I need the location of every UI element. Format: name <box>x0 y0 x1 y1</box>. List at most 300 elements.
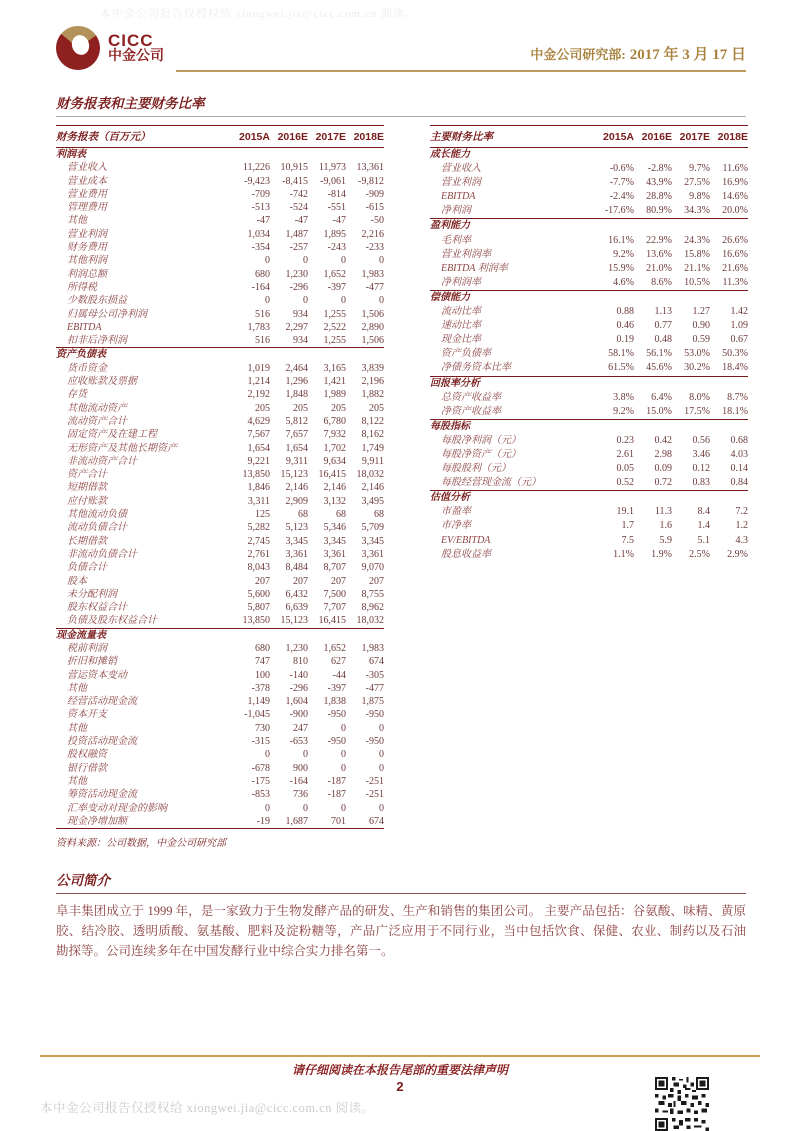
cell-value: 2,909 <box>285 495 308 507</box>
cell-value: 16.9% <box>722 177 748 189</box>
cell-value: 6,780 <box>323 415 346 427</box>
table-row <box>56 655 384 668</box>
table-row <box>56 575 384 588</box>
table-row <box>56 388 384 401</box>
row-label: 未分配利润 <box>67 588 117 600</box>
cell-value: 14.6% <box>722 191 748 203</box>
row-label: 营业利润率 <box>440 248 491 260</box>
cell-value: -950 <box>365 709 384 721</box>
row-label: 所得税 <box>67 281 97 293</box>
row-label: 每股股利（元） <box>440 463 511 475</box>
cell-value: 627 <box>330 656 346 668</box>
row-label: 其他 <box>67 682 87 694</box>
table-row <box>56 735 384 748</box>
cell-value: 0.88 <box>616 306 634 318</box>
cell-value: 5.9 <box>659 534 672 546</box>
section-row <box>430 419 748 434</box>
row-label: 应付账款 <box>67 495 107 507</box>
cell-value: 674 <box>368 656 384 668</box>
cell-value: 736 <box>292 789 308 801</box>
cell-value: 61.5% <box>596 361 634 376</box>
cell-value: 18,032 <box>346 614 384 628</box>
cell-value: 1,421 <box>323 376 346 388</box>
cell-value: 1,296 <box>285 376 308 388</box>
cell-value: -814 <box>327 188 346 200</box>
table-row <box>56 241 384 254</box>
cell-value: -175 <box>251 775 270 787</box>
cell-value: -909 <box>365 188 384 200</box>
cell-value: -1,045 <box>244 709 270 721</box>
cell-value: 5.1 <box>697 534 710 546</box>
cell-value: -47 <box>332 215 346 227</box>
cell-value: -378 <box>251 682 270 694</box>
column-header: 2015A <box>596 126 634 148</box>
row-label: 市净率 <box>440 520 471 532</box>
cell-value: 0.90 <box>692 320 710 332</box>
table-row <box>430 276 748 291</box>
table-header-row <box>56 126 384 148</box>
cell-value: 1,882 <box>361 389 384 401</box>
cell-value: -243 <box>327 242 346 254</box>
table-row <box>56 802 384 815</box>
row-label: 现金净增加额 <box>56 815 232 829</box>
row-label: 速动比率 <box>440 320 481 332</box>
cell-value: 0 <box>302 802 308 814</box>
header-rule <box>176 43 746 72</box>
report-dept: 中金公司研究部: <box>530 47 626 62</box>
cell-value: 68 <box>373 509 384 521</box>
table-row <box>56 188 384 201</box>
cell-value: 2.61 <box>616 448 634 460</box>
table-row <box>56 442 384 455</box>
cell-value: 3,165 <box>323 362 346 374</box>
cell-value: 0.05 <box>616 463 634 475</box>
table-row <box>430 204 748 219</box>
table-row <box>430 234 748 248</box>
section-label: 估值分析 <box>429 492 470 504</box>
cell-value: 68 <box>335 509 346 521</box>
row-label: 其他流动资产 <box>67 402 127 414</box>
cell-value: 1.13 <box>654 306 672 318</box>
section-label: 成长能力 <box>429 149 470 160</box>
cell-value: 0.52 <box>596 476 634 491</box>
cell-value: 4.6% <box>596 276 634 291</box>
cell-value: 9,911 <box>361 455 384 467</box>
cell-value: 11,226 <box>242 162 270 174</box>
table-header-row <box>430 126 748 148</box>
cell-value: 0 <box>378 762 384 774</box>
row-label: 每股经营现金流（元） <box>430 476 596 491</box>
row-label: 汇率变动对现金的影响 <box>67 802 167 814</box>
company-profile-title: 公司简介 <box>56 869 746 894</box>
cell-value: 1.42 <box>730 306 748 318</box>
row-label: 存货 <box>67 389 87 401</box>
cell-value: 1,019 <box>247 362 270 374</box>
section-label: 每股指标 <box>429 420 470 432</box>
cell-value: 22.9% <box>646 234 672 246</box>
cell-value: 7,567 <box>247 429 270 441</box>
column-header: 2016E <box>270 126 308 148</box>
table-row <box>430 534 748 548</box>
section-row <box>430 491 748 506</box>
table-row <box>430 305 748 319</box>
table-row <box>56 535 384 548</box>
table-row <box>56 695 384 708</box>
cell-value: -900 <box>289 709 308 721</box>
cell-value: 27.5% <box>684 177 710 189</box>
cell-value: 680 <box>254 642 270 654</box>
footer-disclaimer: 请仔细阅读在本报告尾部的重要法律声明 <box>291 1063 508 1077</box>
cell-value: 9.2% <box>596 405 634 420</box>
cell-value: 6,432 <box>285 588 308 600</box>
cell-value: 34.3% <box>672 204 710 219</box>
table-row <box>56 481 384 494</box>
row-label: 其他 <box>67 722 87 734</box>
cell-value: 5,812 <box>285 415 308 427</box>
row-label: 股本 <box>67 575 87 587</box>
cell-value: 9,070 <box>361 562 384 574</box>
row-label: 短期借款 <box>67 482 107 494</box>
cell-value: 1,846 <box>247 482 270 494</box>
cell-value: 2,146 <box>323 482 346 494</box>
table-row <box>56 201 384 214</box>
cell-value: -251 <box>365 775 384 787</box>
row-label: 财务费用 <box>67 242 107 254</box>
cell-value: 0.46 <box>616 320 634 332</box>
cell-value: 20.0% <box>710 204 748 219</box>
cell-value: 1,875 <box>361 696 384 708</box>
cell-value: 1,255 <box>308 334 346 348</box>
cell-value: 8,755 <box>361 588 384 600</box>
section-row <box>56 348 384 362</box>
cell-value: 0.67 <box>730 334 748 346</box>
cell-value: 26.6% <box>722 234 748 246</box>
row-label: 负债及股东权益合计 <box>56 614 232 628</box>
column-header: 2018E <box>710 126 748 148</box>
cell-value: 9.7% <box>689 163 710 175</box>
cell-value: 11,973 <box>318 162 346 174</box>
cell-value: 701 <box>308 815 346 829</box>
cell-value: 8,484 <box>285 562 308 574</box>
row-label: 货币资金 <box>67 362 107 374</box>
table-row <box>56 214 384 227</box>
cell-value: -524 <box>289 202 308 214</box>
cell-value: 1.7 <box>621 520 634 532</box>
cell-value: 3,345 <box>361 535 384 547</box>
table-row <box>430 248 748 262</box>
cell-value: 0.23 <box>616 434 634 446</box>
cell-value: 0.14 <box>730 463 748 475</box>
cell-value: 0.48 <box>654 334 672 346</box>
table-row <box>56 508 384 521</box>
table-row <box>56 521 384 534</box>
table-row <box>56 588 384 601</box>
cell-value: 50.3% <box>722 348 748 360</box>
cell-value: 1,487 <box>285 228 308 240</box>
table-row <box>56 228 384 241</box>
cell-value: 1,604 <box>285 696 308 708</box>
cell-value: 810 <box>292 656 308 668</box>
page-header <box>56 26 746 72</box>
cell-value: 28.8% <box>646 191 672 203</box>
cell-value: -653 <box>289 736 308 748</box>
cell-value: 1,255 <box>323 308 346 320</box>
cell-value: 7,707 <box>323 602 346 614</box>
row-label: 现金比率 <box>440 334 481 346</box>
cell-value: -305 <box>365 669 384 681</box>
cell-value: -44 <box>332 669 346 681</box>
table-row <box>430 162 748 176</box>
section-label: 盈利能力 <box>429 220 470 232</box>
cell-value: 0.83 <box>672 476 710 491</box>
cell-value: -9,423 <box>244 175 270 187</box>
row-label: 营业收入 <box>67 162 107 174</box>
cell-value: 3,495 <box>361 495 384 507</box>
row-label: 资本开支 <box>67 709 107 721</box>
row-label: 资产合计 <box>67 469 107 481</box>
cell-value: 205 <box>330 402 346 414</box>
cell-value: 1.9% <box>651 548 672 560</box>
cell-value: 7,500 <box>323 588 346 600</box>
cell-value: 0 <box>302 295 308 307</box>
row-label: 筹资活动现金流 <box>67 789 137 801</box>
cell-value: 2,522 <box>323 321 346 333</box>
row-label: 净利润率 <box>430 276 596 291</box>
financial-ratios-table <box>430 125 748 562</box>
table-row <box>56 375 384 388</box>
cell-value: 4.3 <box>735 534 748 546</box>
table-row <box>56 495 384 508</box>
row-label: 流动负债合计 <box>67 522 127 534</box>
cell-value: 1,506 <box>346 334 384 348</box>
cell-value: -8,415 <box>282 175 308 187</box>
cell-value: -7.7% <box>609 177 634 189</box>
table-row <box>56 321 384 334</box>
cell-value: 18,032 <box>356 469 384 481</box>
row-label: 经营活动现金流 <box>67 696 137 708</box>
cell-value: 2,297 <box>285 321 308 333</box>
cell-value: 1,848 <box>285 389 308 401</box>
footer-rule <box>40 1055 760 1057</box>
logo-text-cn: 中金公司 <box>108 48 164 64</box>
cell-value: 207 <box>330 575 346 587</box>
cell-value: 6,639 <box>285 602 308 614</box>
cell-value: 3.8% <box>613 391 634 403</box>
cell-value: 0.19 <box>616 334 634 346</box>
cell-value: 3,361 <box>323 548 346 560</box>
cell-value: 0.42 <box>654 434 672 446</box>
cell-value: 18.4% <box>710 361 748 376</box>
cell-value: 2,146 <box>361 482 384 494</box>
cell-value: 13,850 <box>232 614 270 628</box>
cell-value: 4,629 <box>247 415 270 427</box>
cell-value: -50 <box>370 215 384 227</box>
row-label: 营运资本变动 <box>67 669 127 681</box>
cell-value: 19.1 <box>616 506 634 518</box>
cell-value: 7,657 <box>285 429 308 441</box>
cell-value: 4.03 <box>730 448 748 460</box>
cell-value: 0 <box>302 749 308 761</box>
row-label: 归属母公司净利润 <box>67 308 147 320</box>
cell-value: 900 <box>292 762 308 774</box>
table-row <box>56 561 384 574</box>
cell-value: 1,230 <box>285 642 308 654</box>
cell-value: 0 <box>302 255 308 267</box>
cell-value: 13.6% <box>646 248 672 260</box>
cell-value: 11.3% <box>710 276 748 291</box>
row-label: 营业费用 <box>67 188 107 200</box>
table-row <box>430 361 748 376</box>
cell-value: 1,989 <box>323 389 346 401</box>
table-row <box>430 405 748 420</box>
cell-value: 15.8% <box>684 248 710 260</box>
section-row <box>430 219 748 234</box>
cell-value: 16.6% <box>722 248 748 260</box>
cell-value: 0.56 <box>692 434 710 446</box>
cell-value: -187 <box>327 789 346 801</box>
cell-value: 934 <box>292 308 308 320</box>
cell-value: -9,061 <box>320 175 346 187</box>
cell-value: 1.2 <box>735 520 748 532</box>
source-note: 资料来源：公司数据，中金公司研究部 <box>56 838 226 850</box>
row-label: 少数股东损益 <box>67 295 127 307</box>
table-row <box>430 391 748 405</box>
table-row <box>56 334 384 348</box>
cell-value: 17.5% <box>672 405 710 420</box>
cell-value: 1,506 <box>361 308 384 320</box>
cell-value: -853 <box>251 789 270 801</box>
row-label: EBITDA 利润率 <box>440 262 508 274</box>
table-row <box>56 775 384 788</box>
row-label: 其他流动负债 <box>67 509 127 521</box>
table-row <box>430 347 748 361</box>
cell-value: 9.2% <box>613 248 634 260</box>
financial-statements-table <box>56 125 384 829</box>
cicc-logo-icon <box>56 26 100 70</box>
cell-value: 516 <box>254 308 270 320</box>
cell-value: 15,123 <box>270 614 308 628</box>
table-row <box>56 415 384 428</box>
cell-value: 0 <box>340 255 346 267</box>
section-label: 利润表 <box>56 149 86 160</box>
cell-value: 5,346 <box>323 522 346 534</box>
row-label: 其他 <box>67 775 87 787</box>
row-label: 总资产收益率 <box>440 391 501 403</box>
row-label: 股东权益合计 <box>67 602 127 614</box>
section-row <box>430 376 748 391</box>
table-row <box>430 176 748 190</box>
cell-value: 207 <box>292 575 308 587</box>
row-label: 管理费用 <box>67 202 107 214</box>
cell-value: 0 <box>378 749 384 761</box>
table-title: 财务报表（百万元） <box>56 126 232 148</box>
qr-code <box>655 1077 709 1131</box>
cell-value: 1,702 <box>323 442 346 454</box>
table-row <box>56 294 384 307</box>
cell-value: 1.6 <box>659 520 672 532</box>
row-label: 营业成本 <box>67 175 107 187</box>
cell-value: -2.4% <box>609 191 634 203</box>
section-title-row <box>56 92 746 117</box>
cell-value: 5,600 <box>247 588 270 600</box>
cell-value: 1.1% <box>613 548 634 560</box>
cell-value: 1,895 <box>323 228 346 240</box>
table-row <box>430 505 748 519</box>
cell-value: -615 <box>365 202 384 214</box>
row-label: EBITDA <box>440 191 476 203</box>
cell-value: 8,043 <box>247 562 270 574</box>
tables-area <box>56 125 748 829</box>
cell-value: 1,983 <box>361 642 384 654</box>
cell-value: 5,282 <box>247 522 270 534</box>
row-label: 每股净资产（元） <box>440 448 521 460</box>
table-row <box>56 308 384 321</box>
cell-value: 3,132 <box>323 495 346 507</box>
cell-value: 30.2% <box>672 361 710 376</box>
cell-value: 9.8% <box>689 191 710 203</box>
table-row <box>430 319 748 333</box>
table-row <box>56 722 384 735</box>
cell-value: -17.6% <box>596 204 634 219</box>
cell-value: 8,962 <box>361 602 384 614</box>
table-row <box>56 708 384 721</box>
cell-value: 68 <box>297 509 308 521</box>
row-label: 应收账款及票据 <box>67 376 137 388</box>
cell-value: 1,783 <box>247 321 270 333</box>
row-label: 净资产收益率 <box>430 405 596 420</box>
row-label: 毛利率 <box>440 234 471 246</box>
column-header: 2017E <box>308 126 346 148</box>
row-label: 其他利润 <box>67 255 107 267</box>
cell-value: 10,915 <box>280 162 308 174</box>
cell-value: -296 <box>289 281 308 293</box>
cell-value: 15,123 <box>280 469 308 481</box>
cell-value: -47 <box>294 215 308 227</box>
cell-value: -251 <box>365 789 384 801</box>
table-row <box>56 281 384 294</box>
cell-value: 0 <box>340 762 346 774</box>
cell-value: 0 <box>340 295 346 307</box>
page-number: 2 <box>396 1079 404 1094</box>
column-header: 2017E <box>672 126 710 148</box>
company-profile-section <box>56 869 746 961</box>
cell-value: 10.5% <box>672 276 710 291</box>
cell-value: 0 <box>340 749 346 761</box>
cell-value: 1,654 <box>285 442 308 454</box>
cell-value: -950 <box>365 736 384 748</box>
cell-value: 3,345 <box>323 535 346 547</box>
cell-value: 205 <box>254 402 270 414</box>
table-row <box>430 448 748 462</box>
cell-value: 9,221 <box>247 455 270 467</box>
table-row <box>56 175 384 188</box>
cell-value: 730 <box>254 722 270 734</box>
cell-value: 45.6% <box>634 361 672 376</box>
cell-value: 0.72 <box>634 476 672 491</box>
cell-value: 11.3 <box>654 506 672 518</box>
cell-value: 207 <box>254 575 270 587</box>
table-row <box>56 548 384 561</box>
row-label: 流动资产合计 <box>67 415 127 427</box>
cicc-logo <box>56 26 164 70</box>
cell-value: 6.4% <box>651 391 672 403</box>
row-label: 扣非后净利润 <box>56 334 232 348</box>
cell-value: -678 <box>251 762 270 774</box>
section-row <box>56 628 384 642</box>
section-label: 回报率分析 <box>429 377 480 389</box>
cell-value: 3,361 <box>285 548 308 560</box>
cell-value: 3,839 <box>361 362 384 374</box>
